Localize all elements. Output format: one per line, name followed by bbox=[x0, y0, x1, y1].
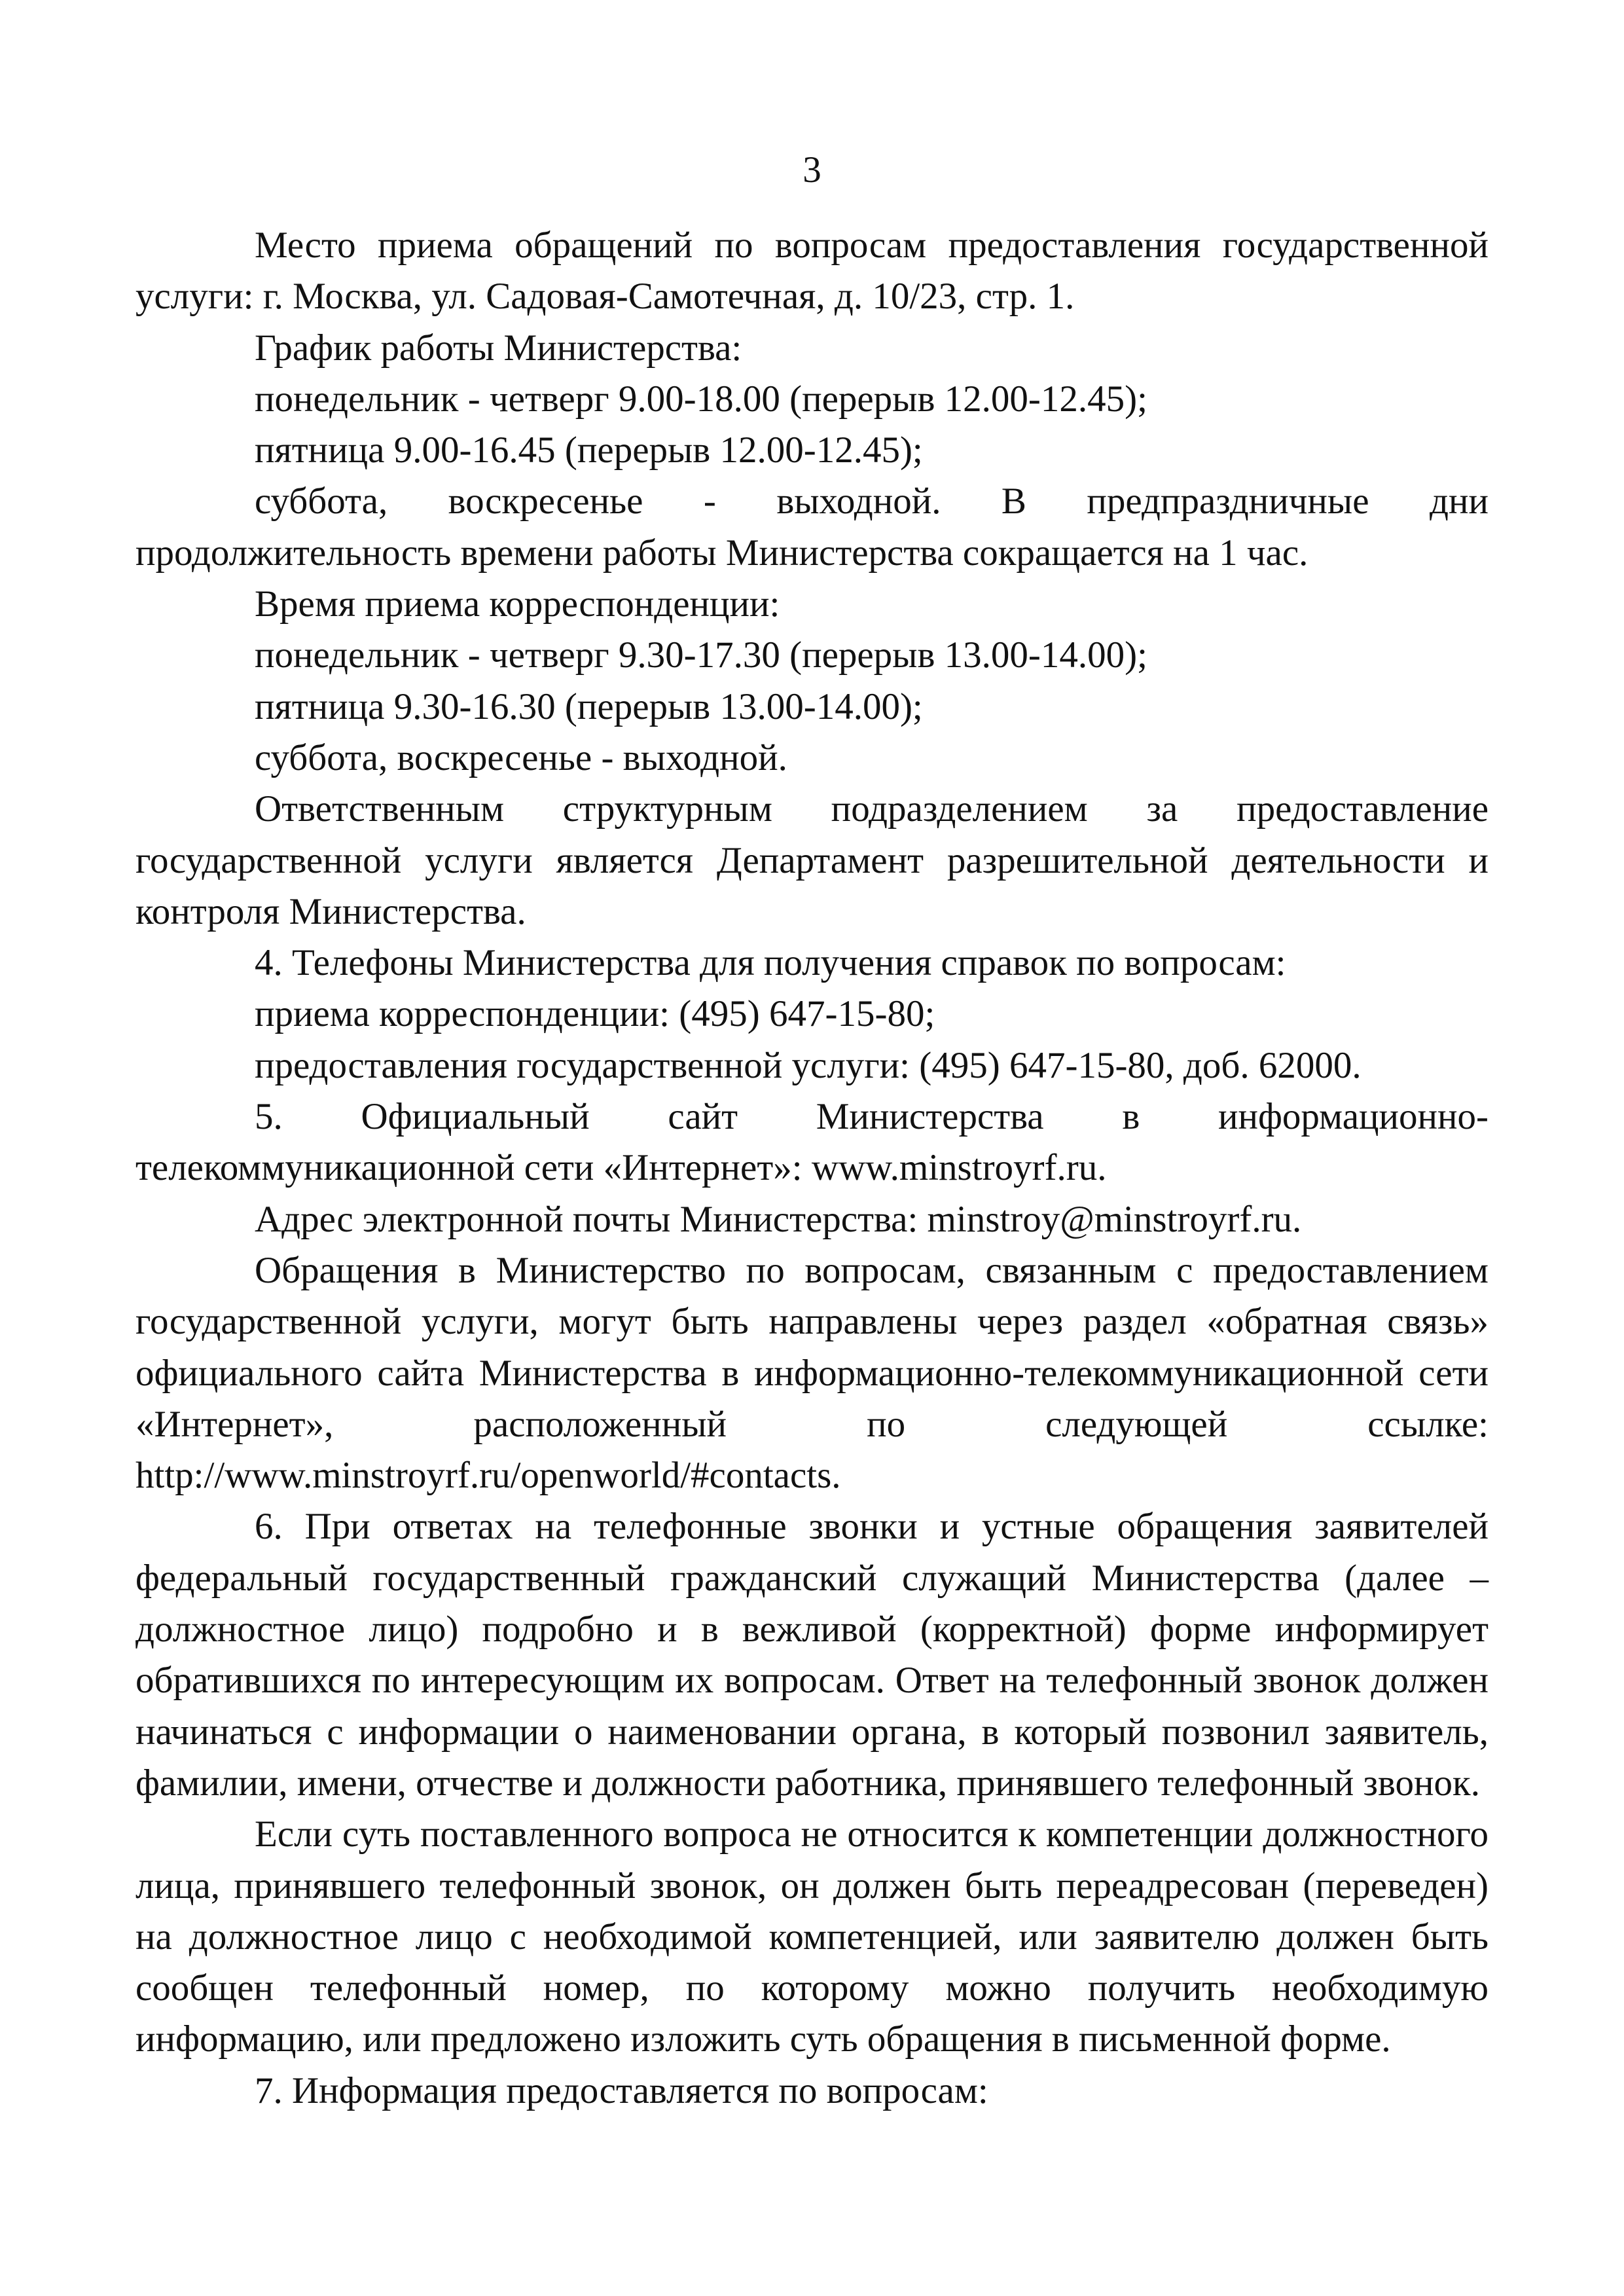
paragraph-email: Адрес электронной почты Министерства: minstroy@minstroyrf.ru. bbox=[255, 1198, 1302, 1240]
document-body bbox=[135, 220, 1489, 2117]
paragraph-correspondence-weekend: суббота, воскресенье - выходной. bbox=[255, 737, 787, 778]
paragraph-phone-correspondence: приема корреспонденции: (495) 647-15-80; bbox=[255, 993, 935, 1035]
paragraph-correspondence-mon-thu: понедельник - четверг 9.30-17.30 (перерыв 13.00-14.00); bbox=[255, 634, 1147, 676]
paragraph-schedule-mon-thu: понедельник - четверг 9.00-18.00 (перерыв 12.00-12.45); bbox=[255, 378, 1147, 420]
paragraph-reception-place: Место приема обращений по вопросам предоставления государственной услуги: г. Москва, ул. Садовая-Самотечная, д. 10/23, стр. 1. bbox=[135, 225, 1489, 318]
paragraph-item-5-website: 5. Официальный сайт Министерства в информационно-телекоммуникационной сети «Интернет»: www.minstroyrf.ru. bbox=[135, 1096, 1489, 1189]
paragraph-redirect: Если суть поставленного вопроса не относится к компетенции должностного лица, принявшего телефонный звонок, он должен быть переадресован (переведен) на должностное лицо с необходимой компетенцией, или заявителю должен быть сообщен телефонный номер, по которому можно получить необходимую информацию, или предложено изложить суть обращения в письменной форме. bbox=[135, 1813, 1489, 2060]
paragraph-schedule-fri: пятница 9.00-16.45 (перерыв 12.00-12.45); bbox=[255, 429, 923, 471]
paragraph-schedule-weekend: суббота, воскресенье - выходной. В предпраздничные дни продолжительность времени работы Министерства сокращается на 1 час. bbox=[135, 481, 1489, 574]
page-number: 3 bbox=[803, 149, 821, 191]
paragraph-schedule-heading: График работы Министерства: bbox=[255, 327, 742, 369]
paragraph-feedback-link: http://www.minstroyrf.ru/openworld/#contacts. bbox=[135, 1455, 841, 1497]
paragraph-item-4-phones: 4. Телефоны Министерства для получения справок по вопросам: bbox=[255, 942, 1286, 984]
paragraph-item-7-info: 7. Информация предоставляется по вопросам: bbox=[255, 2069, 988, 2111]
paragraph-responsible-unit: Ответственным структурным подразделением за предоставление государственной услуги является Департамент разрешительной деятельности и контроля Министерства. bbox=[135, 788, 1489, 932]
paragraph-item-6-phone-answers: 6. При ответах на телефонные звонки и устные обращения заявителей федеральный государственный гражданский служащий Министерства (далее – должностное лицо) подробно и в вежливой (корректной) форме информирует обратившихся по интересующим их вопросам. Ответ на телефонный звонок должен начинаться с информации о наименовании органа, в который позвонил заявитель, фамилии, имени, отчестве и должности работника, принявшего телефонный звонок. bbox=[135, 1506, 1489, 1804]
paragraph-feedback: Обращения в Министерство по вопросам, связанным с предоставлением государственной услуги, могут быть направлены через раздел «обратная связь» официального сайта Министерства в информационно-телекоммуникационной сети «Интернет», расположенный по следующей ссылке: bbox=[135, 1249, 1489, 1445]
paragraph-phone-service: предоставления государственной услуги: (495) 647-15-80, доб. 62000. bbox=[255, 1044, 1362, 1086]
paragraph-correspondence-fri: пятница 9.30-16.30 (перерыв 13.00-14.00); bbox=[255, 685, 923, 727]
paragraph-correspondence-heading: Время приема корреспонденции: bbox=[255, 583, 780, 625]
